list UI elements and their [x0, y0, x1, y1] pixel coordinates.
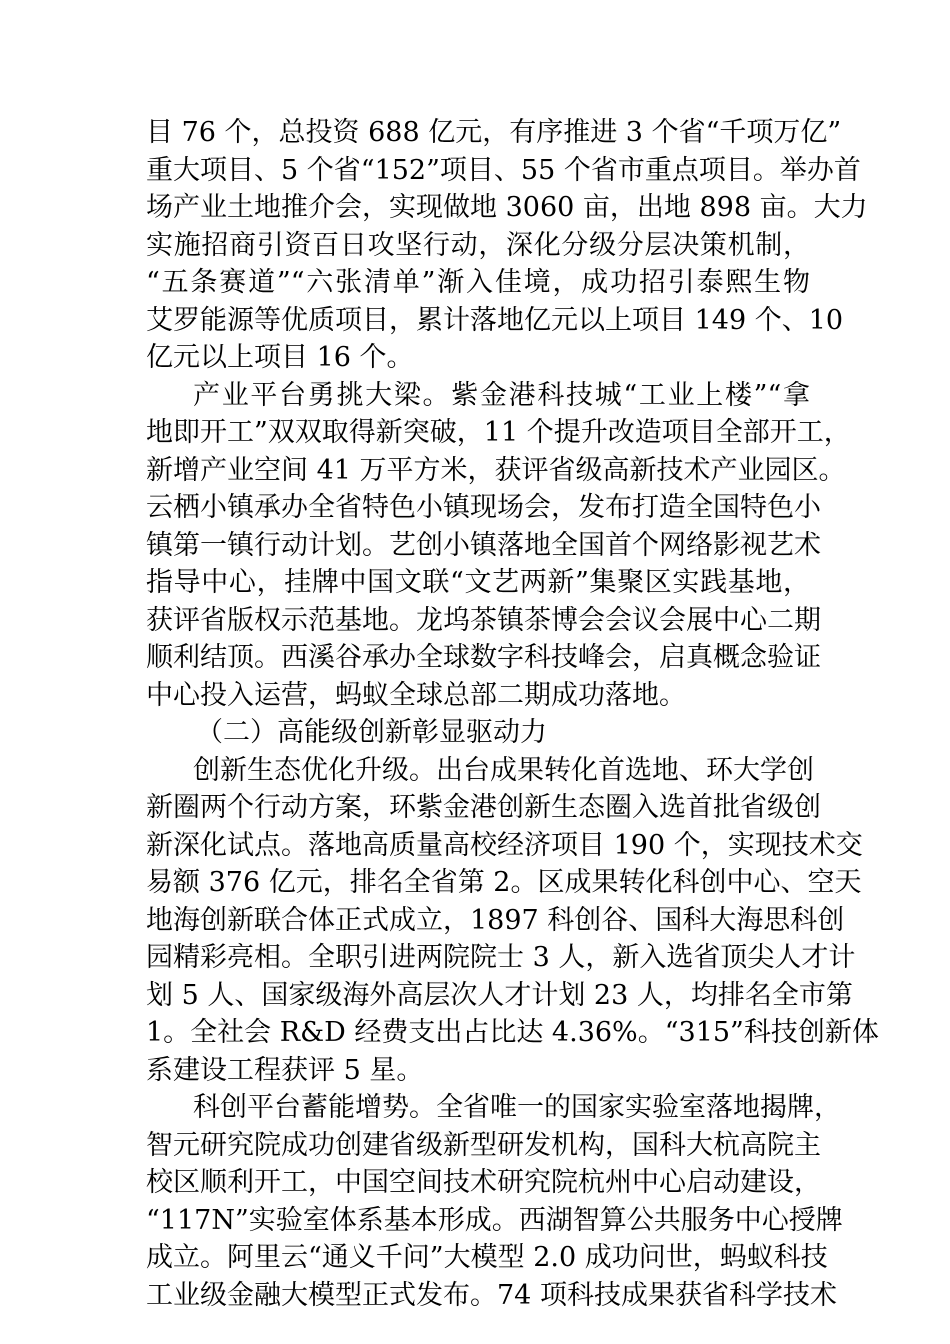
text-line: 云栖小镇承办全省特色小镇现场会，发布打造全国特色小 — [146, 492, 821, 523]
text-line: 产业平台勇挑大梁。紫金港科技城“工业上楼”“拿 — [193, 379, 810, 411]
text-line: 实施招商引资百日攻坚行动，深化分级分层决策机制， — [146, 229, 810, 261]
section-heading: （二）高能级创新彰显驱动力 — [196, 717, 547, 748]
text-line: 新深化试点。落地高质量高校经济项目 190 个，实现技术交 — [146, 829, 863, 861]
text-line: 成立。阿里云“通义千问”大模型 2.0 成功问世，蚂蚁科技 — [146, 1242, 828, 1273]
text-line: 地海创新联合体正式成立，1897 科创谷、国科大海思科创 — [146, 904, 845, 936]
text-line: 划 5 人、国家级海外高层次人才计划 23 人，均排名全市第 — [146, 979, 853, 1011]
text-line: 镇第一镇行动计划。艺创小镇落地全国首个网络影视艺术 — [146, 529, 821, 561]
text-line: 系建设工程获评 5 星。 — [146, 1054, 424, 1086]
text-line: 获评省版权示范基地。龙坞茶镇茶博会会议会展中心二期 — [146, 604, 821, 636]
text-line: 中心投入运营，蚂蚁全球总部二期成功落地。 — [146, 679, 686, 711]
body-text — [146, 114, 879, 1314]
text-line: 创新生态优化升级。出台成果转化首选地、环大学创 — [193, 754, 814, 786]
text-line: 新增产业空间 41 万平方米，获评省级高新技术产业园区。 — [146, 454, 846, 486]
text-line: 重大项目、5 个省“152”项目、55 个省市重点项目。举办首 — [146, 154, 861, 186]
text-line: 易额 376 亿元，排名全省第 2。区成果转化科创中心、空天 — [146, 867, 862, 898]
text-line: “117N”实验室体系基本形成。西湖智算公共服务中心授牌 — [146, 1204, 843, 1236]
text-line: 顺利结顶。西溪谷承办全球数字科技峰会，启真概念验证 — [146, 642, 821, 673]
text-line: 场产业土地推介会，实现做地 3060 亩，出地 898 亩。大力 — [146, 192, 868, 223]
text-line: 艾罗能源等优质项目，累计落地亿元以上项目 149 个、10 — [146, 304, 844, 336]
text-line: 指导中心，挂牌中国文联“文艺两新”集聚区实践基地， — [146, 567, 810, 598]
text-line: 目 76 个，总投资 688 亿元，有序推进 3 个省“千项万亿” — [146, 117, 842, 148]
text-line: 新圈两个行动方案，环紫金港创新生态圈入选首批省级创 — [146, 792, 821, 823]
text-line: 智元研究院成功创建省级新型研发机构，国科大杭高院主 — [146, 1129, 821, 1161]
text-line: 地即开工”双双取得新突破，11 个提升改造项目全部开工， — [146, 417, 851, 448]
text-line: 1。全社会 R&D 经费支出占比达 4.36%。“315”科技创新体 — [146, 1017, 879, 1048]
text-line: “五条赛道”“六张清单”渐入佳境，成功招引泰熙生物 — [146, 267, 810, 298]
text-line: 科创平台蓄能增势。全省唯一的国家实验室落地揭牌， — [193, 1092, 841, 1123]
text-line: 校区顺利开工，中国空间技术研究院杭州中心启动建设， — [146, 1167, 821, 1198]
text-line: 工业级金融大模型正式发布。74 项科技成果获省科学技术 — [146, 1279, 837, 1311]
text-line: 亿元以上项目 16 个。 — [146, 342, 414, 373]
text-line: 园精彩亮相。全职引进两院院士 3 人，新入选省顶尖人才计 — [146, 942, 856, 973]
